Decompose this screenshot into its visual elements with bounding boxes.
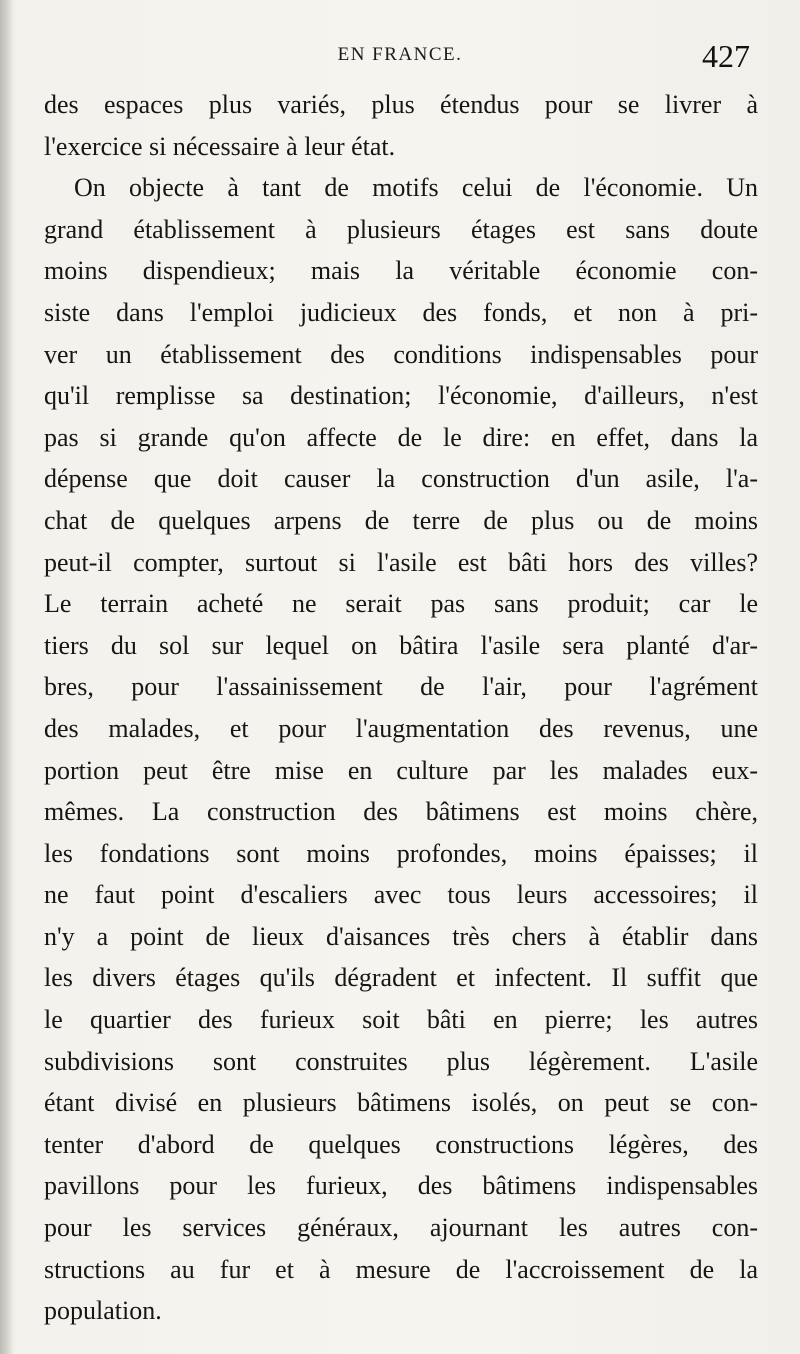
text-line: bres, pour l'assainissement de l'air, pour l'agrément <box>44 672 758 702</box>
text-line: dépense que doit causer la construction d'un asile, l'a- <box>44 464 758 494</box>
text-line: étant divisé en plusieurs bâtimens isolés, on peut se con- <box>44 1088 758 1118</box>
text-line: Le terrain acheté ne serait pas sans produit; car le <box>44 589 758 619</box>
page-number: 427 <box>702 38 750 74</box>
text-line: qu'il remplisse sa destination; l'économie, d'ailleurs, n'est <box>44 381 758 411</box>
text-line: pavillons pour les furieux, des bâtimens indispensables <box>44 1171 758 1201</box>
text-line: moins dispendieux; mais la véritable économie con- <box>44 256 758 286</box>
text-line: ne faut point d'escaliers avec tous leurs accessoires; il <box>44 880 758 910</box>
binding-shadow <box>0 0 14 1354</box>
text-line: mêmes. La construction des bâtimens est moins chère, <box>44 797 758 827</box>
body-text <box>44 84 758 1332</box>
text-line: les divers étages qu'ils dégradent et infectent. Il suffit que <box>44 963 758 993</box>
text-line: structions au fur et à mesure de l'accroissement de la <box>44 1254 758 1284</box>
text-line: le quartier des furieux soit bâti en pierre; les autres <box>44 1005 758 1035</box>
text-line: ver un établissement des conditions indispensables pour <box>44 339 758 369</box>
text-line: siste dans l'emploi judicieux des fonds, et non à pri- <box>44 297 758 327</box>
text-line: des malades, et pour l'augmentation des revenus, une <box>44 713 758 743</box>
text-line: portion peut être mise en culture par les malades eux- <box>44 755 758 785</box>
text-line: les fondations sont moins profondes, moins épaisses; il <box>44 838 758 868</box>
text-line: pas si grande qu'on affecte de le dire: en effet, dans la <box>44 422 758 452</box>
text-line: des espaces plus variés, plus étendus pour se livrer à <box>44 90 758 119</box>
text-line: tiers du sol sur lequel on bâtira l'asile sera planté d'ar- <box>44 630 758 660</box>
running-head: EN FRANCE. <box>337 44 463 65</box>
paragraph-start-line: On objecte à tant de motifs celui de l'économie. Un <box>74 173 758 203</box>
text-line: l'exercice si nécessaire à leur état. <box>44 131 396 161</box>
text-line: n'y a point de lieux d'aisances très chers à établir dans <box>44 921 758 951</box>
text-line: chat de quelques arpens de terre de plus ou de moins <box>44 505 758 535</box>
text-line: peut-il compter, surtout si l'asile est bâti hors des villes? <box>44 547 758 577</box>
page-header <box>0 38 800 88</box>
text-line: subdivisions sont construites plus légèrement. L'asile <box>44 1046 758 1076</box>
text-line: population. <box>44 1296 162 1326</box>
text-line: pour les services généraux, ajournant les autres con- <box>44 1213 758 1243</box>
text-line: grand établissement à plusieurs étages est sans doute <box>44 214 758 244</box>
text-line: tenter d'abord de quelques constructions légères, des <box>44 1129 758 1159</box>
